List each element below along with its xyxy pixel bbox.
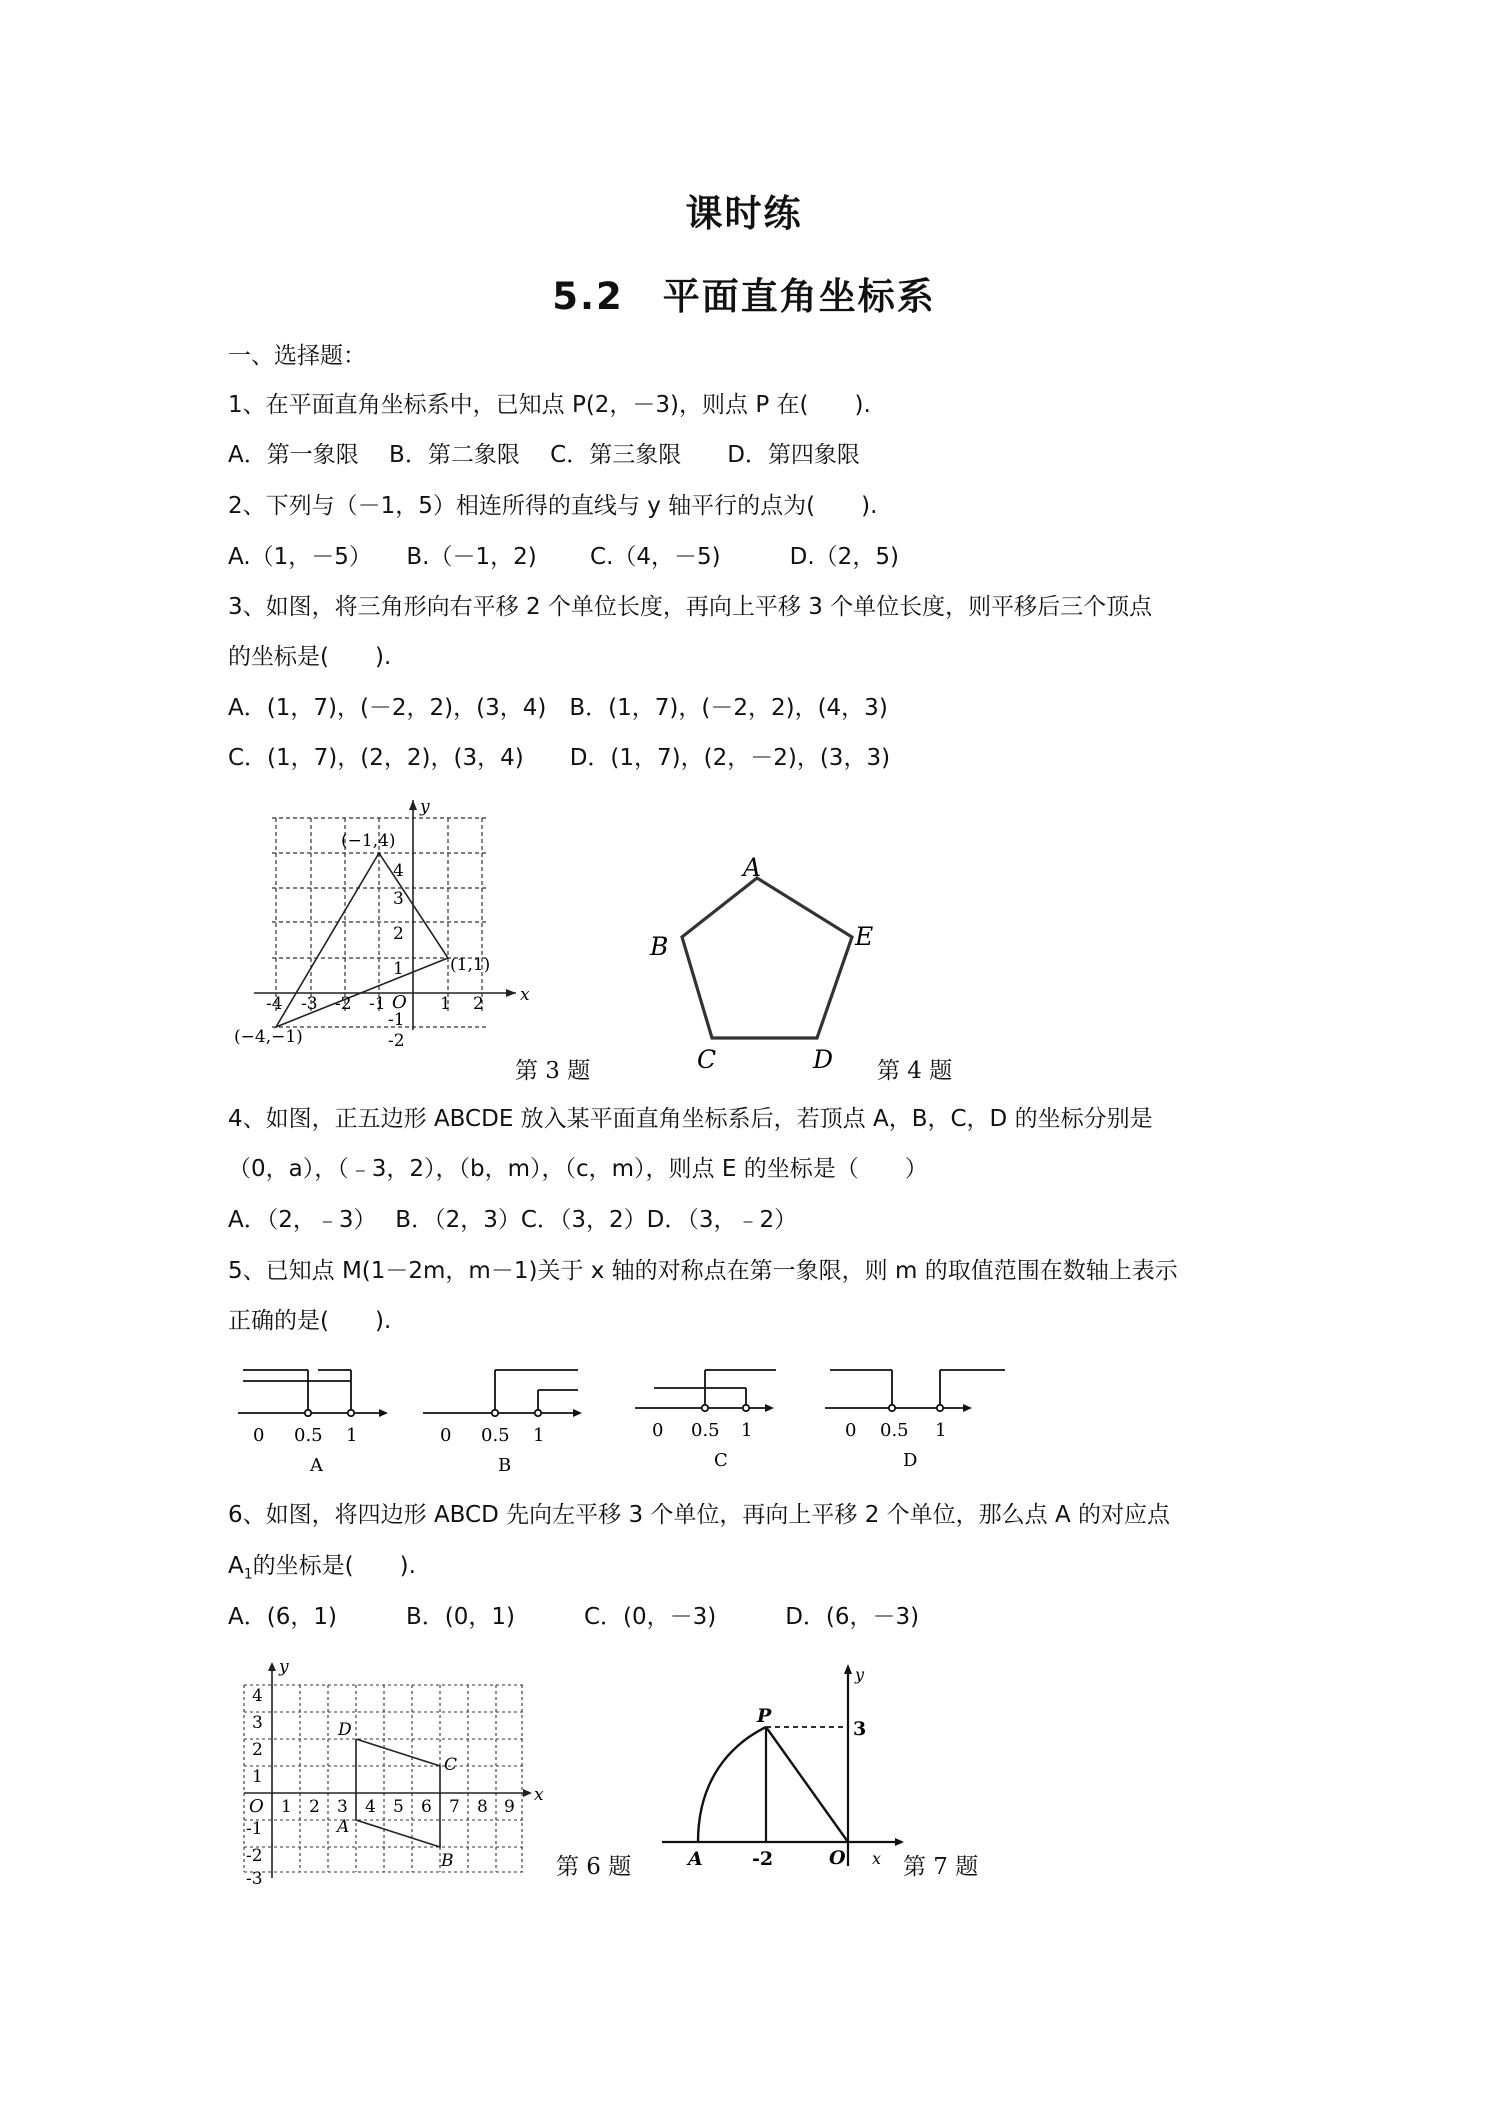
numberline-b xyxy=(423,1370,582,1417)
q6-xtick: 8 xyxy=(477,1797,488,1817)
q3-label-top: (−1,4) xyxy=(341,831,396,851)
q7-arc-figure xyxy=(650,1655,910,1870)
nlb-tick-05: 0.5 xyxy=(481,1425,510,1446)
q6-ytick: -3 xyxy=(246,1869,263,1889)
q3-xtick: -3 xyxy=(301,994,318,1014)
page-title: 课时练 xyxy=(685,192,803,235)
nlc-label: C xyxy=(714,1450,728,1471)
q6-y-arrow xyxy=(268,1662,276,1671)
q4-vertex-d: D xyxy=(813,1045,834,1074)
q3-xtick: -2 xyxy=(335,994,352,1014)
q3-xtick: 1 xyxy=(440,994,451,1014)
q5-stem-line1: 5、已知点 M(1－2m，m－1)关于 x 轴的对称点在第一象限，则 m 的取值范围在数轴上表示 xyxy=(228,1258,1178,1284)
q6-point-d: D xyxy=(338,1720,352,1740)
fig7-caption: 第 7 题 xyxy=(903,1854,979,1880)
q3-ytick: 4 xyxy=(393,861,404,881)
q3-options-line2: C．(1，7)，(2，2)，(3，4) D．(1，7)，(2，－2)，(3，3) xyxy=(228,745,891,771)
q6-y-label: y xyxy=(279,1657,289,1677)
q4-pentagon xyxy=(682,878,852,1038)
q7-tick-y: 3 xyxy=(853,1718,867,1740)
q7-x-label: x xyxy=(872,1849,882,1868)
nlb-tick-0: 0 xyxy=(440,1425,452,1446)
q4-vertex-e: E xyxy=(855,922,874,951)
q1-options: A．第一象限 B．第二象限 C．第三象限 D．第四象限 xyxy=(228,442,860,468)
q6-xtick: 4 xyxy=(365,1797,376,1817)
q1-stem: 1、在平面直角坐标系中，已知点 P(2，－3)，则点 P 在( ). xyxy=(228,392,871,418)
q4-vertex-b: B xyxy=(650,932,669,961)
q7-x-arrow xyxy=(895,1838,904,1846)
nld-label: D xyxy=(903,1450,918,1471)
q3-options-line1: A．(1，7)，(－2，2)，(3，4) B．(1，7)，(－2，2)，(4，3) xyxy=(228,695,888,721)
q3-xtick: -4 xyxy=(266,994,283,1014)
nlb-label: B xyxy=(498,1455,512,1476)
q6-quadrilateral-grid-figure xyxy=(228,1650,558,1889)
q6-xtick: 9 xyxy=(504,1797,515,1817)
q7-label-a: A xyxy=(688,1848,703,1870)
q5-number-lines xyxy=(228,1355,1018,1480)
q4-vertex-a: A xyxy=(743,853,762,882)
q6-xtick: 6 xyxy=(421,1797,432,1817)
nld-tick-0: 0 xyxy=(845,1420,857,1441)
q3-xtick: 2 xyxy=(473,994,484,1014)
q3-y-label: y xyxy=(420,797,430,817)
q4-pentagon-figure xyxy=(640,850,890,1074)
q3-ytick: 2 xyxy=(393,924,404,944)
q7-y-arrow xyxy=(844,1664,852,1674)
q6-grid-lines xyxy=(244,1685,526,1872)
q3-y-arrow xyxy=(409,800,417,810)
nla-tick-05: 0.5 xyxy=(294,1425,323,1446)
q3-triangle-grid-figure xyxy=(228,792,538,1051)
q6-xtick: 1 xyxy=(281,1797,292,1817)
q3-origin-label: O xyxy=(392,992,407,1013)
q3-x-arrow xyxy=(506,989,516,997)
q6-x-label: x xyxy=(534,1785,544,1805)
q6-point-b: B xyxy=(441,1851,454,1871)
q6-point-c: C xyxy=(444,1755,458,1775)
q7-arc xyxy=(698,1727,766,1842)
q3-x-label: x xyxy=(520,985,530,1005)
numberline-d xyxy=(825,1370,1005,1412)
q4-stem-line2: （0，a），（﹣3，2），（b，m），（c，m），则点 E 的坐标是（ ） xyxy=(228,1156,928,1182)
q6-stem-line1: 6、如图，将四边形 ABCD 先向左平移 3 个单位，再向上平移 2 个单位，那么点 A 的对应点 xyxy=(228,1502,1171,1528)
nlb-tick-1: 1 xyxy=(533,1425,545,1446)
nlc-tick-05: 0.5 xyxy=(691,1420,720,1441)
section-heading: 一、选择题： xyxy=(228,343,366,369)
numberline-a xyxy=(238,1370,388,1417)
q3-stem-line1: 3、如图，将三角形向右平移 2 个单位长度，再向上平移 3 个单位长度，则平移后三个顶点 xyxy=(228,594,1153,620)
q6-point-a: A xyxy=(337,1817,350,1837)
fig6-caption: 第 6 题 xyxy=(556,1854,632,1880)
q3-ytick: 1 xyxy=(393,959,404,979)
q6-xtick: 3 xyxy=(337,1797,348,1817)
q6-ytick: 4 xyxy=(252,1686,263,1706)
q3-xtick: -1 xyxy=(369,994,386,1014)
q2-stem: 2、下列与（－1，5）相连所得的直线与 y 轴平行的点为( ). xyxy=(228,493,878,519)
q3-label-right: (1,1) xyxy=(450,955,491,975)
q6-ytick: 3 xyxy=(252,1713,263,1733)
nld-tick-05: 0.5 xyxy=(880,1420,909,1441)
q3-ytick: -1 xyxy=(388,1010,405,1030)
q6-ytick: 1 xyxy=(252,1767,263,1787)
q6-origin-label: O xyxy=(249,1796,264,1817)
q7-y-label: y xyxy=(855,1665,865,1684)
nlc-tick-0: 0 xyxy=(652,1420,664,1441)
q6-ytick: -1 xyxy=(246,1819,263,1839)
q5-stem-line2: 正确的是( ). xyxy=(228,1308,392,1334)
q3-ytick: -2 xyxy=(388,1031,405,1051)
q6-stem-line2: $A_1$的坐标是( ). xyxy=(228,1553,416,1583)
q6-ytick: -2 xyxy=(246,1846,263,1866)
q6-xtick: 7 xyxy=(449,1797,460,1817)
nla-label: A xyxy=(310,1455,323,1476)
q2-options: A.（1，－5） B.（－1，2) C.（4，－5) D.（2，5) xyxy=(228,544,899,570)
q6-x-arrow xyxy=(523,1789,532,1797)
nlc-tick-1: 1 xyxy=(741,1420,753,1441)
q3-stem-line2: 的坐标是( ). xyxy=(228,644,392,670)
fig3-caption: 第 3 题 xyxy=(515,1058,591,1084)
nla-tick-1: 1 xyxy=(346,1425,358,1446)
q4-vertex-c: C xyxy=(697,1045,717,1074)
q6-options: A．(6，1) B．(0，1) C．(0，－3) D．(6，－3) xyxy=(228,1604,920,1630)
q4-stem-line1: 4、如图，正五边形 ABCDE 放入某平面直角坐标系后，若顶点 A，B，C，D 的坐标分别是 xyxy=(228,1106,1153,1132)
q7-label-p: P xyxy=(757,1705,772,1727)
q4-options: A．（2，﹣3） B．（2，3）C．（3，2）D．（3，﹣2） xyxy=(228,1207,798,1233)
q7-po-segment xyxy=(766,1727,848,1842)
q6-xtick: 2 xyxy=(309,1797,320,1817)
numberline-c xyxy=(635,1370,776,1412)
q3-label-left: (−4,−1) xyxy=(234,1027,303,1047)
nld-tick-1: 1 xyxy=(935,1420,947,1441)
page-subtitle: 5.2 平面直角坐标系 xyxy=(552,275,936,318)
q7-tick-x: -2 xyxy=(752,1848,774,1870)
q6-xtick: 5 xyxy=(393,1797,404,1817)
nla-tick-0: 0 xyxy=(253,1425,265,1446)
q6-ytick: 2 xyxy=(252,1740,263,1760)
fig4-caption: 第 4 题 xyxy=(877,1058,953,1084)
q3-ytick: 3 xyxy=(393,889,404,909)
q7-origin: O xyxy=(829,1847,846,1869)
